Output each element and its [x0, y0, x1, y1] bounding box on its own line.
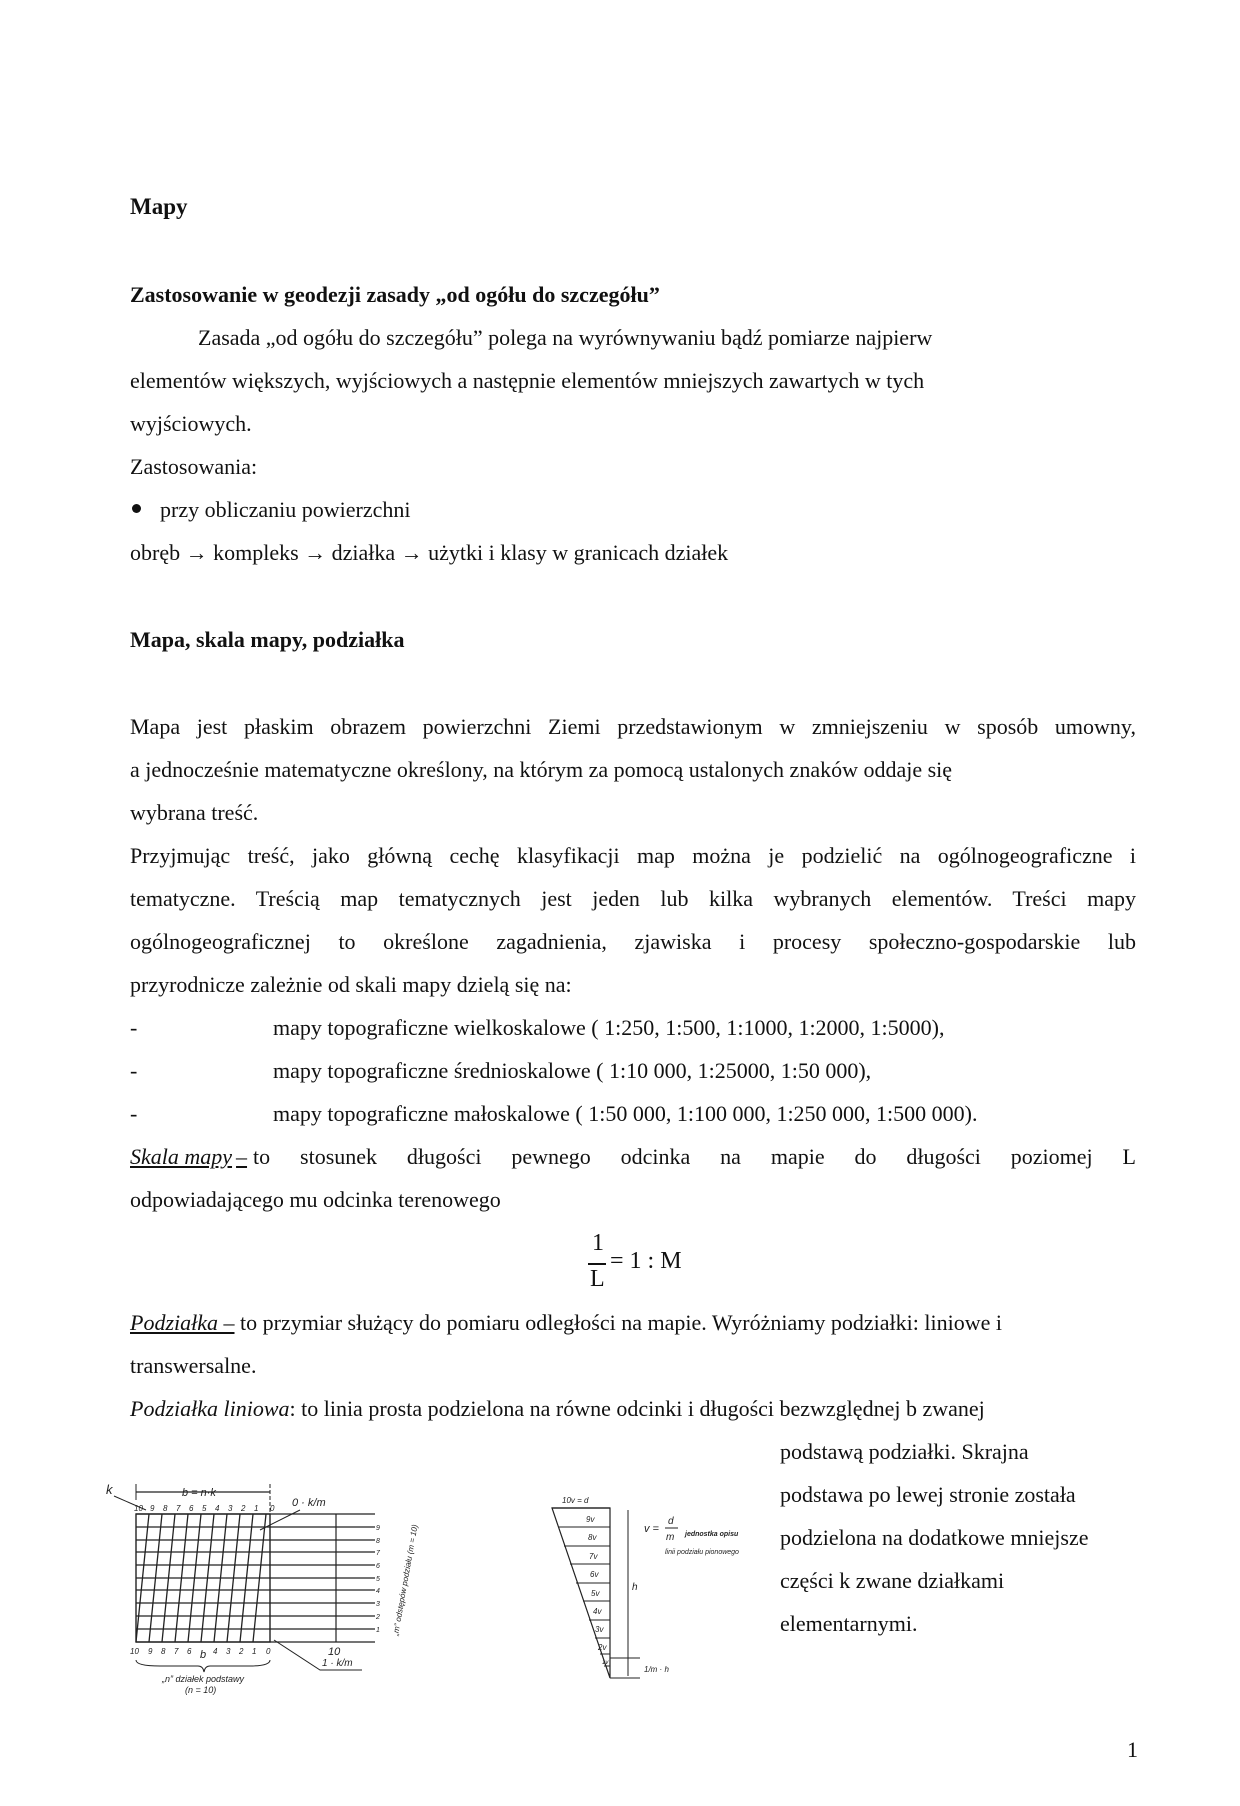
- label-k: k: [106, 1482, 113, 1497]
- paragraph-line: Mapa jest płaskim obrazem powierzchni Ziemi przedstawionym w zmniejszeniu w sposób umowny,: [130, 714, 1136, 739]
- svg-text:5: 5: [376, 1576, 380, 1583]
- paragraph-line: a jednocześnie matematyczne określony, na którym za pomocą ustalonych znaków oddaje się: [130, 757, 953, 782]
- hierarchy-chain: obręb → kompleks → działka → użytki i klasy w granicach działek: [130, 540, 729, 565]
- label-1-km: 1 · k/m: [322, 1658, 353, 1669]
- list-item: mapy topograficzne średnioskalowe ( 1:10 000, 1:25000, 1:50 000),: [273, 1058, 872, 1083]
- section-heading-mapa: Mapa, skala mapy, podziałka: [130, 627, 405, 652]
- svg-text:6: 6: [189, 1504, 194, 1513]
- label-h: h: [632, 1582, 638, 1593]
- paragraph-line: Przyjmując treść, jako główną cechę klasyfikacji map można je podzielić na ogólnogeograficzne i: [130, 843, 1136, 868]
- paragraph-line: transwersalne.: [130, 1353, 257, 1378]
- fraction-bar: [588, 1263, 606, 1265]
- list-marker: -: [130, 1058, 138, 1083]
- section-heading-zastosowanie: Zastosowanie w geodezji zasady „od ogółu do szczegółu”: [130, 282, 660, 307]
- label-n10: (n = 10): [185, 1685, 217, 1695]
- formula-rhs: = 1 : M: [610, 1248, 682, 1274]
- svg-text:3: 3: [228, 1504, 233, 1513]
- term-skala-mapy: Skala mapy: [130, 1144, 233, 1169]
- svg-text:9: 9: [376, 1525, 380, 1532]
- svg-text:b: b: [200, 1649, 207, 1661]
- page-title: Mapy: [130, 194, 188, 219]
- svg-text:2v: 2v: [598, 1643, 607, 1652]
- svg-text:2: 2: [241, 1504, 246, 1513]
- bullet-item: przy obliczaniu powierzchni: [160, 497, 411, 522]
- transversal-scale-diagram: [100, 1470, 760, 1710]
- svg-text:4: 4: [376, 1588, 380, 1595]
- svg-text:3: 3: [226, 1647, 231, 1656]
- svg-text:2: 2: [239, 1647, 244, 1656]
- paragraph-line: elementów większych, wyjściowych a następnie elementów mniejszych zawartych w tych: [130, 368, 925, 393]
- paragraph-line: wyjściowych.: [130, 411, 252, 436]
- term-podzialka-liniowa: Podziałka liniowa: [130, 1396, 290, 1421]
- label-v-lhs: v =: [644, 1523, 659, 1535]
- list-marker: -: [130, 1101, 138, 1126]
- svg-text:1: 1: [252, 1647, 257, 1656]
- svg-text:3v: 3v: [595, 1625, 604, 1634]
- svg-text:10: 10: [130, 1647, 139, 1656]
- paragraph-line: Zasada „od ogółu do szczegółu” polega na wyrównywaniu bądź pomiarze najpierw: [198, 325, 933, 350]
- svg-text:8: 8: [376, 1538, 380, 1545]
- label-10: 10: [328, 1646, 341, 1658]
- svg-text:10: 10: [134, 1504, 143, 1513]
- list-item: mapy topograficzne wielkoskalowe ( 1:250, 1:500, 1:1000, 1:2000, 1:5000),: [273, 1015, 945, 1040]
- side-text-line: podstawa po lewej stronie została: [780, 1482, 1076, 1507]
- term-podzialka: Podziałka –: [130, 1310, 235, 1335]
- term-dash: –: [236, 1144, 248, 1169]
- formula-numerator: 1: [592, 1230, 604, 1256]
- podzialka-liniowa-text: : to linia prosta podzielona na równe odcinki i długości bezwzględnej b zwanej: [289, 1396, 985, 1421]
- svg-text:9: 9: [148, 1647, 153, 1656]
- svg-text:0: 0: [266, 1647, 271, 1656]
- svg-text:7: 7: [176, 1504, 181, 1513]
- paragraph-line: ogólnogeograficznej to określone zagadnienia, zjawiska i procesy społeczno-gospodarskie lub: [130, 929, 1136, 954]
- label-n-dzialek: „n” działek podstawy: [162, 1674, 245, 1684]
- svg-text:6v: 6v: [590, 1570, 599, 1579]
- side-text-line: podzielona na dodatkowe mniejsze: [780, 1525, 1089, 1550]
- list-item: mapy topograficzne małoskalowe ( 1:50 000, 1:100 000, 1:250 000, 1:500 000).: [273, 1101, 978, 1126]
- podzialka-liniowa-line: [130, 1396, 985, 1422]
- label-v-den: m: [666, 1532, 675, 1543]
- svg-text:4v: 4v: [593, 1607, 602, 1616]
- svg-text:1: 1: [376, 1627, 380, 1634]
- svg-text:6: 6: [187, 1647, 192, 1656]
- side-text-line: podstawą podziałki. Skrajna: [780, 1439, 1029, 1464]
- side-text-line: elementarnymi.: [780, 1611, 918, 1636]
- svg-text:3: 3: [376, 1601, 380, 1608]
- paragraph-line: przyrodnicze zależnie od skali mapy dzielą się na:: [130, 972, 572, 997]
- svg-text:6: 6: [376, 1563, 380, 1570]
- side-text-line: części k zwane działkami: [780, 1568, 1005, 1593]
- svg-text:7: 7: [376, 1550, 380, 1557]
- applications-label: Zastosowania:: [130, 454, 258, 479]
- label-m-odstepow: „m” odstępów podziału (m = 10): [391, 1523, 420, 1637]
- podzialka-definition-line: [130, 1310, 1002, 1336]
- label-b-nk: b = n·k: [182, 1487, 216, 1499]
- label-v-num: d: [668, 1516, 674, 1527]
- svg-text:8: 8: [163, 1504, 168, 1513]
- triangle-top-label: 10v = d: [562, 1496, 589, 1505]
- svg-text:7: 7: [174, 1647, 179, 1656]
- svg-text:7v: 7v: [589, 1552, 598, 1561]
- scale-formula: [588, 1230, 708, 1300]
- svg-text:4: 4: [215, 1504, 220, 1513]
- paragraph-line: wybrana treść.: [130, 800, 259, 825]
- label-0-km: 0 · k/m: [292, 1497, 326, 1509]
- list-marker: -: [130, 1015, 138, 1040]
- svg-text:8: 8: [161, 1647, 166, 1656]
- page-number: 1: [1127, 1737, 1138, 1762]
- label-linii: linii podziału pionowego: [665, 1549, 739, 1556]
- paragraph-line: tematyczne. Treścią map tematycznych jest jeden lub kilka wybranych elementów. Treści mapy: [130, 886, 1136, 911]
- label-1m-h: 1/m · h: [644, 1665, 669, 1674]
- formula-denominator: L: [590, 1266, 605, 1292]
- podzialka-definition-text: to przymiar służący do pomiaru odległości na mapie. Wyróżniamy podziałki: liniowe i: [234, 1310, 1002, 1335]
- svg-text:1: 1: [254, 1504, 259, 1513]
- svg-text:1v: 1v: [602, 1660, 609, 1666]
- paragraph-line: odpowiadającego mu odcinka terenowego: [130, 1187, 501, 1212]
- svg-text:5v: 5v: [591, 1589, 600, 1598]
- svg-text:9: 9: [150, 1504, 155, 1513]
- svg-text:8v: 8v: [588, 1533, 597, 1542]
- scale-definition-line: [130, 1144, 1136, 1170]
- bullet-icon: [132, 504, 141, 513]
- scale-definition-text: to stosunek długości pewnego odcinka na mapie do długości poziomej L: [253, 1144, 1136, 1169]
- svg-text:2: 2: [376, 1614, 380, 1621]
- svg-text:5: 5: [202, 1504, 207, 1513]
- label-jednostka: jednostka opisu: [685, 1531, 739, 1538]
- svg-text:4: 4: [213, 1647, 218, 1656]
- svg-text:9v: 9v: [586, 1515, 595, 1524]
- svg-text:0: 0: [270, 1504, 275, 1513]
